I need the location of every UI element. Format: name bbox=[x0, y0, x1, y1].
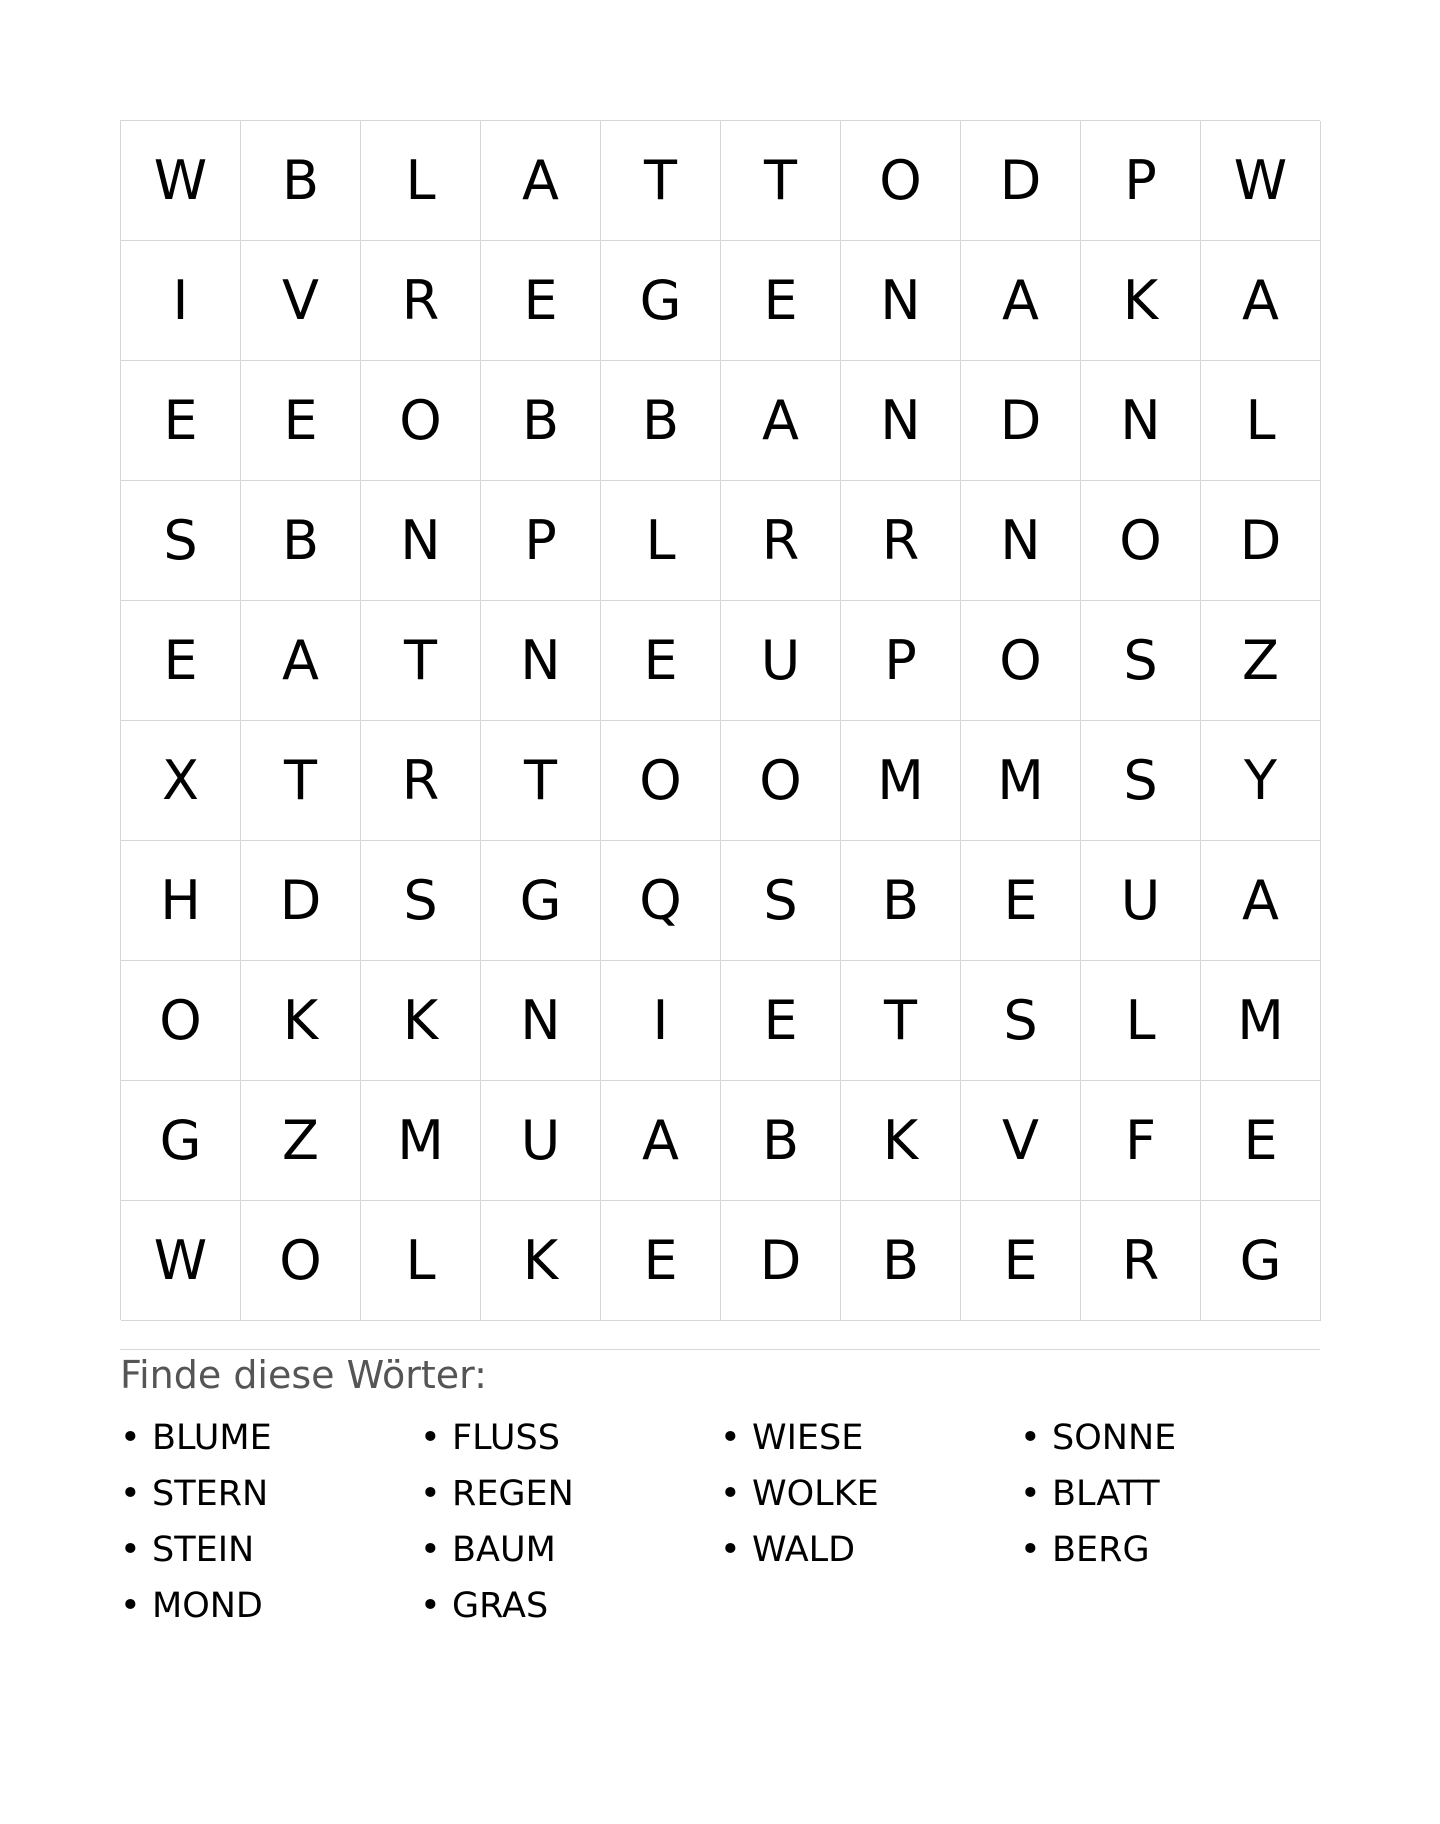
word-list-item bbox=[120, 1578, 420, 1634]
grid-cell[interactable]: B bbox=[841, 841, 961, 961]
grid-cell[interactable]: E bbox=[241, 361, 361, 481]
grid-cell[interactable]: S bbox=[361, 841, 481, 961]
grid-cell[interactable]: B bbox=[601, 361, 721, 481]
grid-cell[interactable]: E bbox=[601, 601, 721, 721]
grid-cell[interactable]: G bbox=[1201, 1201, 1321, 1321]
grid-cell[interactable]: S bbox=[1081, 601, 1201, 721]
grid-cell[interactable]: W bbox=[121, 1201, 241, 1321]
bullet-icon: • bbox=[420, 1586, 441, 1626]
grid-cell[interactable]: Z bbox=[241, 1081, 361, 1201]
grid-cell[interactable]: Z bbox=[1201, 601, 1321, 721]
grid-cell[interactable]: M bbox=[361, 1081, 481, 1201]
grid-cell[interactable]: L bbox=[1081, 961, 1201, 1081]
word-label: WIESE bbox=[752, 1418, 864, 1458]
bullet-icon: • bbox=[720, 1474, 741, 1514]
grid-cell[interactable]: L bbox=[361, 1201, 481, 1321]
grid-cell[interactable]: E bbox=[961, 1201, 1081, 1321]
grid-cell[interactable]: K bbox=[1081, 241, 1201, 361]
grid-cell[interactable]: D bbox=[961, 121, 1081, 241]
grid-cell[interactable]: V bbox=[961, 1081, 1081, 1201]
grid-cell[interactable]: A bbox=[1201, 241, 1321, 361]
word-label: STEIN bbox=[152, 1530, 255, 1570]
word-list-item bbox=[720, 1522, 1020, 1578]
grid-cell[interactable]: X bbox=[121, 721, 241, 841]
grid-cell[interactable]: U bbox=[1081, 841, 1201, 961]
grid-cell[interactable]: A bbox=[1201, 841, 1321, 961]
grid-cell[interactable]: I bbox=[121, 241, 241, 361]
grid-cell[interactable]: K bbox=[481, 1201, 601, 1321]
bullet-icon: • bbox=[720, 1530, 741, 1570]
grid-cell[interactable]: E bbox=[121, 601, 241, 721]
word-label: BLATT bbox=[1052, 1474, 1160, 1514]
grid-cell[interactable]: D bbox=[721, 1201, 841, 1321]
grid-cell[interactable]: Y bbox=[1201, 721, 1321, 841]
grid-cell[interactable]: E bbox=[961, 841, 1081, 961]
word-label: MOND bbox=[152, 1586, 263, 1626]
grid-cell[interactable]: T bbox=[481, 721, 601, 841]
word-label: BLUME bbox=[152, 1418, 272, 1458]
grid-cell[interactable]: P bbox=[481, 481, 601, 601]
bullet-icon: • bbox=[420, 1530, 441, 1570]
grid-cell[interactable]: T bbox=[241, 721, 361, 841]
grid-cell[interactable]: P bbox=[1081, 121, 1201, 241]
word-list-item bbox=[420, 1410, 720, 1466]
word-label: GRAS bbox=[452, 1586, 549, 1626]
grid-cell[interactable]: A bbox=[481, 121, 601, 241]
grid-cell[interactable]: O bbox=[121, 961, 241, 1081]
word-label: FLUSS bbox=[452, 1418, 560, 1458]
grid-cell[interactable]: A bbox=[961, 241, 1081, 361]
grid-cell[interactable]: L bbox=[601, 481, 721, 601]
grid-cell[interactable]: T bbox=[841, 961, 961, 1081]
grid-cell[interactable]: B bbox=[241, 121, 361, 241]
grid-cell[interactable]: R bbox=[1081, 1201, 1201, 1321]
word-label: BERG bbox=[1052, 1530, 1150, 1570]
word-list-item bbox=[1020, 1466, 1320, 1522]
grid-cell[interactable]: R bbox=[361, 241, 481, 361]
grid-cell[interactable]: I bbox=[601, 961, 721, 1081]
bullet-icon: • bbox=[120, 1418, 141, 1458]
grid-cell[interactable]: B bbox=[841, 1201, 961, 1321]
word-label: STERN bbox=[152, 1474, 269, 1514]
word-list bbox=[120, 1410, 1320, 1634]
grid-cell[interactable]: R bbox=[361, 721, 481, 841]
grid-cell[interactable]: N bbox=[961, 481, 1081, 601]
bullet-icon: • bbox=[120, 1586, 141, 1626]
grid-cell[interactable]: G bbox=[121, 1081, 241, 1201]
grid-cell[interactable]: L bbox=[361, 121, 481, 241]
grid-cell[interactable]: E bbox=[481, 241, 601, 361]
grid-cell[interactable]: K bbox=[241, 961, 361, 1081]
word-list-item bbox=[720, 1410, 1020, 1466]
grid-cell[interactable]: A bbox=[241, 601, 361, 721]
bullet-icon: • bbox=[1020, 1474, 1041, 1514]
bullet-icon: • bbox=[1020, 1418, 1041, 1458]
grid-cell[interactable]: D bbox=[241, 841, 361, 961]
bullet-icon: • bbox=[120, 1474, 141, 1514]
grid-cell[interactable]: E bbox=[721, 961, 841, 1081]
grid-cell[interactable]: N bbox=[841, 241, 961, 361]
grid-cell[interactable]: E bbox=[601, 1201, 721, 1321]
word-list-item bbox=[420, 1522, 720, 1578]
grid-cell[interactable]: A bbox=[601, 1081, 721, 1201]
grid-cell[interactable]: W bbox=[121, 121, 241, 241]
grid-cell[interactable]: B bbox=[241, 481, 361, 601]
grid-cell[interactable]: S bbox=[121, 481, 241, 601]
bullet-icon: • bbox=[420, 1474, 441, 1514]
grid-cell[interactable]: O bbox=[241, 1201, 361, 1321]
grid-cell[interactable]: E bbox=[721, 241, 841, 361]
grid-cell[interactable]: H bbox=[121, 841, 241, 961]
grid-cell[interactable]: M bbox=[961, 721, 1081, 841]
grid-cell[interactable]: A bbox=[721, 361, 841, 481]
word-list-item bbox=[1020, 1410, 1320, 1466]
grid-cell[interactable]: O bbox=[361, 361, 481, 481]
word-list-item bbox=[120, 1466, 420, 1522]
word-list-item bbox=[120, 1522, 420, 1578]
word-list-item bbox=[420, 1466, 720, 1522]
grid-cell[interactable]: W bbox=[1201, 121, 1321, 241]
grid-cell[interactable]: U bbox=[481, 1081, 601, 1201]
bullet-icon: • bbox=[1020, 1530, 1041, 1570]
grid-cell[interactable]: V bbox=[241, 241, 361, 361]
grid-cell[interactable]: N bbox=[481, 961, 601, 1081]
grid-cell[interactable]: M bbox=[1201, 961, 1321, 1081]
grid-cell[interactable]: D bbox=[1201, 481, 1321, 601]
word-label: REGEN bbox=[452, 1474, 574, 1514]
bullet-icon: • bbox=[420, 1418, 441, 1458]
grid-cell[interactable]: L bbox=[1201, 361, 1321, 481]
grid-cell[interactable]: O bbox=[841, 121, 961, 241]
grid-cell[interactable]: S bbox=[961, 961, 1081, 1081]
grid-cell[interactable]: T bbox=[721, 121, 841, 241]
word-list-item bbox=[420, 1578, 720, 1634]
grid-cell[interactable]: O bbox=[961, 601, 1081, 721]
grid-cell[interactable]: D bbox=[961, 361, 1081, 481]
word-list-item bbox=[1020, 1522, 1320, 1578]
grid-cell[interactable]: R bbox=[721, 481, 841, 601]
grid-cell[interactable]: O bbox=[601, 721, 721, 841]
grid-cell[interactable]: N bbox=[361, 481, 481, 601]
divider bbox=[120, 1349, 1320, 1350]
word-label: SONNE bbox=[1052, 1418, 1177, 1458]
grid-cell[interactable]: R bbox=[841, 481, 961, 601]
grid-cell[interactable]: U bbox=[721, 601, 841, 721]
grid-cell[interactable]: S bbox=[721, 841, 841, 961]
grid-cell[interactable]: N bbox=[481, 601, 601, 721]
bullet-icon: • bbox=[720, 1418, 741, 1458]
grid-cell[interactable]: N bbox=[1081, 361, 1201, 481]
grid-cell[interactable]: P bbox=[841, 601, 961, 721]
word-list-item bbox=[720, 1466, 1020, 1522]
grid-cell[interactable]: G bbox=[601, 241, 721, 361]
grid-cell[interactable]: G bbox=[481, 841, 601, 961]
word-label: WALD bbox=[752, 1530, 856, 1570]
grid-cell[interactable]: E bbox=[121, 361, 241, 481]
letter-grid bbox=[120, 120, 1320, 1320]
bullet-icon: • bbox=[120, 1530, 141, 1570]
grid-cell[interactable]: T bbox=[601, 121, 721, 241]
word-list-item bbox=[120, 1410, 420, 1466]
grid-cell[interactable]: S bbox=[1081, 721, 1201, 841]
grid-cell[interactable]: K bbox=[361, 961, 481, 1081]
grid-cell[interactable]: O bbox=[1081, 481, 1201, 601]
grid-cell[interactable]: K bbox=[841, 1081, 961, 1201]
word-list-heading: Finde diese Wörter: bbox=[120, 1353, 487, 1397]
grid-cell[interactable]: T bbox=[361, 601, 481, 721]
word-label: BAUM bbox=[452, 1530, 556, 1570]
grid-cell[interactable]: E bbox=[1201, 1081, 1321, 1201]
grid-cell[interactable]: Q bbox=[601, 841, 721, 961]
word-label: WOLKE bbox=[752, 1474, 879, 1514]
grid-cell[interactable]: M bbox=[841, 721, 961, 841]
grid-cell[interactable]: B bbox=[721, 1081, 841, 1201]
grid-cell[interactable]: F bbox=[1081, 1081, 1201, 1201]
grid-cell[interactable]: N bbox=[841, 361, 961, 481]
grid-cell[interactable]: O bbox=[721, 721, 841, 841]
grid-cell[interactable]: B bbox=[481, 361, 601, 481]
